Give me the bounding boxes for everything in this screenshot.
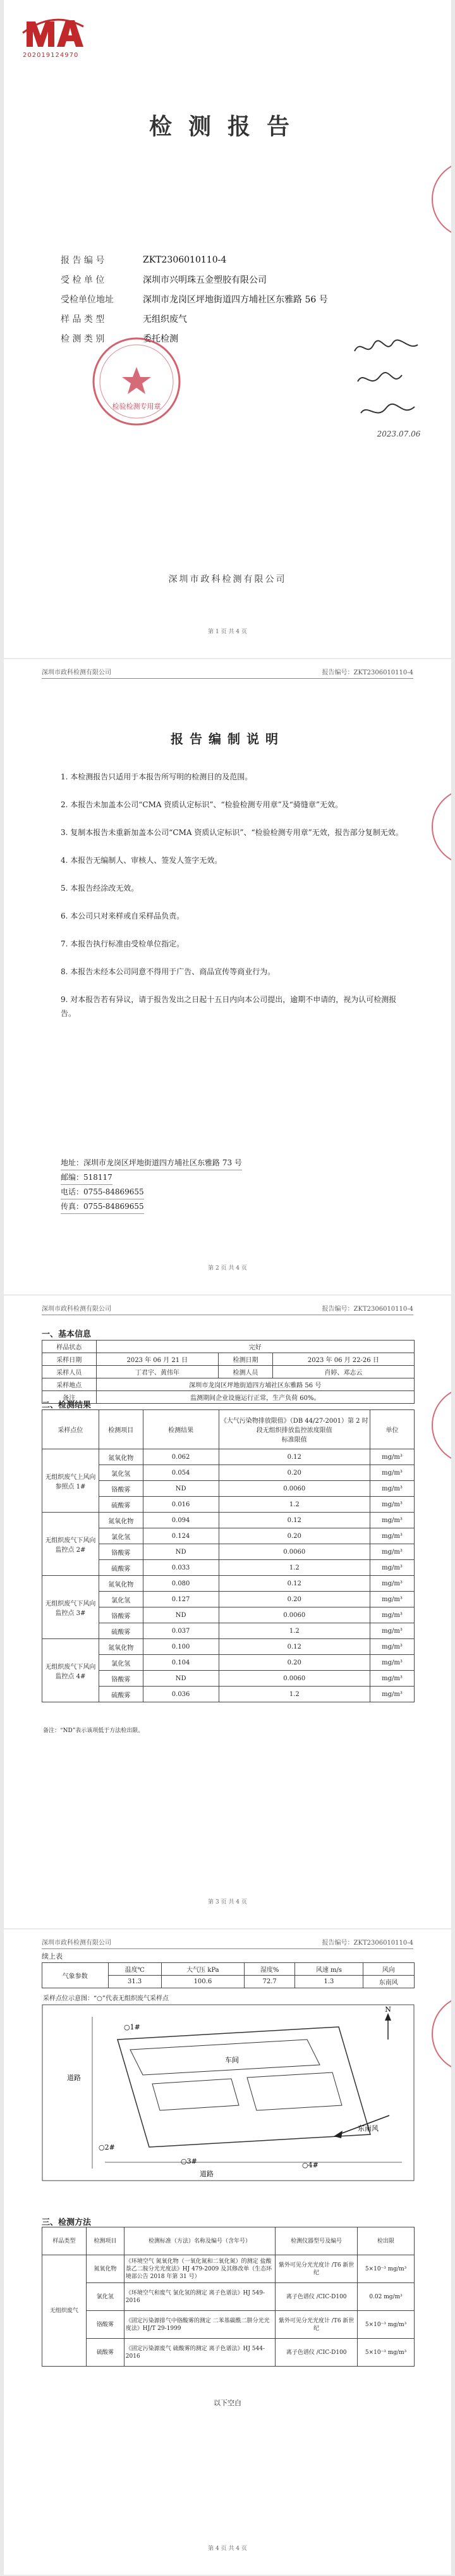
seam-stamp [426,152,451,247]
section-basic: 一、基本信息 [42,1330,92,1339]
postcode: 邮编：518117 [61,1170,112,1185]
table-row: 硫酸雾 0.036 1.2 mg/m³ [42,1687,415,1702]
contact-block [61,1156,242,1214]
seam-stamp [426,779,451,874]
building [152,2079,239,2110]
table-row: 无组织废气下风向监控点 4# 氮氧化物 0.100 0.12 mg/m³ [42,1639,415,1655]
end-blank: 以下空白 [214,2399,241,2407]
section-results: 二、检测结果 [42,1401,92,1410]
north-arrow [385,2005,391,2040]
note-item: 5. 本报告经涂改无效。 [61,884,139,893]
info-row: 报 告 编 号 ZKT2306010110-4 [61,254,227,266]
notes-page [4,659,451,1294]
page-header: 深圳市政科检测有限公司 报告编号：ZKT2306010110-4 [42,1937,413,1949]
site-boundary [118,2027,370,2147]
results-table: 采样点位 检测项目 检测结果 《大气污染物排放限值》（DB 44/27-2001）第 2 时段无组织排放监控浓度限值 标准限值 单位 无组织废气上风向参照点 1# 氮氧化物 0.062 0.12 mg/m³ 氯化氢 0.054 0.20 mg/m³ 铬酸雾 ND 0.0060 mg/m³ 硫酸雾 0.016 1.2 mg/m³ 无组织废气下风向监控点 2# 氮氧化物 0.094 0.12 mg/m³ 氯化氢 0.124 0.20 mg/m³ 铬酸雾 ND 0.0060 mg/m³ 硫酸雾 0.033 1.2 mg/m³ 无组织废气下风向监控点 3# 氮氧化物 0.080 0.12 mg/m³ 氯化氢 0.127 0.20 mg/m³ 铬酸雾 ND 0.0060 mg/m³ 硫酸雾 0.037 1.2 mg/m³ 无组织废气下风向监控点 4# 氮氧化物 0.100 0.12 mg/m³ 氯化氢 0.104 0.20 mg/m³ 铬酸雾 ND 0.0060 mg/m³ 硫酸雾 0.036 1.2 mg/m³ [42,1409,415,1702]
table-row: 无组织废气上风向参照点 1# 氮氧化物 0.062 0.12 mg/m³ [42,1449,415,1465]
weather-table: 气象参数 温度℃ 大气压 kPa 湿度% 风速 m/s 风向 31.3 100.6 72.7 1.3 东南风 [42,1962,415,1988]
page-number: 第 2 页 共 4 页 [208,1265,247,1272]
signatures [348,332,430,446]
report-title: 检测报告 [149,114,306,140]
point-1: ○1# [124,2023,140,2031]
table-row: 硫酸雾 0.037 1.2 mg/m³ [42,1623,415,1639]
table-row: 铬酸雾 ND 0.0060 mg/m³ [42,1481,415,1497]
note-item: 2. 本报告未加盖本公司“CMA 资质认定标识”、“检验检测专用章”及“骑缝章”无效。 [61,800,343,809]
point-3: ○3# [181,2157,197,2165]
svg-text:N: N [385,2005,391,2014]
table-row: 氯化氢 0.124 0.20 mg/m³ [42,1528,415,1544]
notes-list [61,770,405,1034]
address: 地址：深圳市龙岗区坪地街道四方埔社区东雅路 73 号 [61,1156,242,1170]
page-header: 深圳市政科检测有限公司 报告编号：ZKT2306010110-4 [42,1303,413,1315]
lab-name: 深圳市政科检测有限公司 [168,574,287,585]
building [247,2072,342,2110]
table-row: 铬酸雾 ND 0.0060 mg/m³ [42,1544,415,1560]
note-item: 6. 本公司只对来样或自采样品负责。 [61,912,185,920]
seam-stamp [426,1986,451,2081]
note-item: 1. 本检测报告只适用于本报告所写明的检测目的及范围。 [61,772,253,781]
methods-table: 样品类型 检测项目 检测标准（方法）名称及编号（含年号） 检测仪器型号及编号 检出限 无组织废气 氮氧化物 《环境空气 氮氧化物（一氧化氮和二氧化氮）的测定 盐酸萘乙二胺分光光度法》HJ 479-2009 及其修改单（生态环境部公告 2018 年第 31 号） 紫外可见分光光度计 /T6 新世纪 5×10⁻³ mg/m³ 氯化氢 《环境空气和废气 氯化氢的测定 离子色谱法》HJ 549-2016 离子色谱仪 /CIC-D100 0.02 mg/m³ 铬酸雾 《固定污染源排气中铬酸雾的测定 二苯基碳酰二肼分光光度法》HJ/T 29-1999 紫外可见分光光度计 /T6 新世纪 5×10⁻³ mg/m³ 硫酸雾 《固定污染源废气 硫酸雾的测定 离子色谱法》HJ 544-2016 离子色谱仪 /CIC-D100 5×10⁻³ mg/m³ [42,2227,415,2367]
info-row: 受检单位地址 深圳市龙岗区坪地街道四方埔社区东雅路 56 号 [61,294,328,305]
page-number: 第 4 页 共 4 页 [208,2546,247,2552]
table-row: 硫酸雾 0.016 1.2 mg/m³ [42,1497,415,1513]
methods-page [4,1929,451,2575]
table-row: 无组织废气下风向监控点 3# 氮氧化物 0.080 0.12 mg/m³ [42,1576,415,1592]
signature-date: 2023.07.06 [377,430,421,438]
cma-code: 202019124970 [23,52,79,59]
note-item: 9. 对本报告若有异议，请于报告发出之日起十五日内向本公司提出，逾期不申请的，视为认可检测报告。 [61,995,397,1018]
basic-info-table: 样品状态 完好 采样日期 2023 年 06 月 21 日 检测日期 2023 年 06 月 22-26 日 采样人员 丁君宇、黄伟年 检测人员 肖婷、邓志云 采样地点 深圳市龙岗区坪地街道四方埔社区东雅路 56 号 备注 监测期间企业设施运行正常，生产负荷 60%。 [42,1340,415,1404]
note-item: 8. 本报告未经本公司同意不得用于广告、商品宣传等商业行为。 [61,967,276,976]
table-row: 无组织废气 氮氧化物 《环境空气 氮氧化物（一氧化氮和二氧化氮）的测定 盐酸萘乙二胺分光光度法》HJ 479-2009 及其修改单（生态环境部公告 2018 年第 31 号） 紫外可见分光光度计 /T6 新世纪 5×10⁻³ mg/m³ [42,2255,415,2283]
svg-text:东南风: 东南风 [358,2124,379,2133]
table-row: 氯化氢 0.054 0.20 mg/m³ [42,1465,415,1481]
inspection-stamp [89,334,184,429]
info-row: 受 检 单 位 深圳市兴明珠五金塑胶有限公司 [61,275,267,285]
table-row: 铬酸雾 ND 0.0060 mg/m³ [42,1607,415,1623]
page-header: 深圳市政科检测有限公司 报告编号：ZKT2306010110-4 [42,667,413,679]
page-number: 第 1 页 共 4 页 [208,629,247,635]
seam-stamp [426,1378,451,1473]
point-2: ○2# [99,2143,115,2152]
cover-page [4,0,451,658]
table-row: 硫酸雾 《固定污染源废气 硫酸雾的测定 离子色谱法》HJ 544-2016 离子色谱仪 /CIC-D100 5×10⁻³ mg/m³ [42,2339,415,2367]
results-note: 备注：“ND”表示该项低于方法检出限。 [43,1728,144,1734]
phone: 电话：0755-84869655 [61,1185,144,1199]
point-4: ○4# [302,2161,318,2169]
notes-title: 报告编制说明 [171,731,284,746]
table-row: 无组织废气下风向监控点 2# 氮氧化物 0.094 0.12 mg/m³ [42,1513,415,1528]
note-item: 3. 复制本报告未重新加盖本公司“CMA 资质认定标识”、“检验检测专用章”无效，报告部分复制无效。 [61,828,403,837]
continue-label: 续上表 [42,1952,63,1960]
section-methods: 三、检测方法 [42,2218,92,2227]
sampling-site-map [42,2004,415,2181]
page-number: 第 3 页 共 4 页 [208,1899,247,1905]
fax: 传真：0755-84869655 [61,1199,144,1214]
info-row: 检 测 类 别 委托检测 [61,333,178,344]
stamp-text: 检验检测专用章 [112,402,161,411]
table-row: 氯化氢 0.104 0.20 mg/m³ [42,1655,415,1671]
results-page [4,1296,451,1928]
table-row: 铬酸雾 《固定污染源排气中铬酸雾的测定 二苯基碳酰二肼分光光度法》HJ/T 29-1999 紫外可见分光光度计 /T6 新世纪 5×10⁻³ mg/m³ [42,2311,415,2339]
cma-logo [21,14,85,51]
note-item: 4. 本报告无编制人、审核人、签发人签字无效。 [61,856,222,865]
plant-label: 车间 [225,2056,239,2064]
table-row: 硫酸雾 0.033 1.2 mg/m³ [42,1560,415,1576]
info-row: 样 品 类 型 无组织废气 [61,314,187,325]
road-left-label: 道路 [67,2074,81,2082]
road-bottom-label: 道路 [200,2170,214,2178]
map-legend: 采样点位示意图：“○”代表无组织废气采样点 [43,1995,169,2002]
table-row: 铬酸雾 ND 0.0060 mg/m³ [42,1671,415,1687]
note-item: 7. 本报告执行标准由受检单位指定。 [61,939,185,948]
table-row: 氯化氢 《环境空气和废气 氯化氢的测定 离子色谱法》HJ 549-2016 离子色谱仪 /CIC-D100 0.02 mg/m³ [42,2283,415,2311]
table-row: 氯化氢 0.127 0.20 mg/m³ [42,1592,415,1607]
